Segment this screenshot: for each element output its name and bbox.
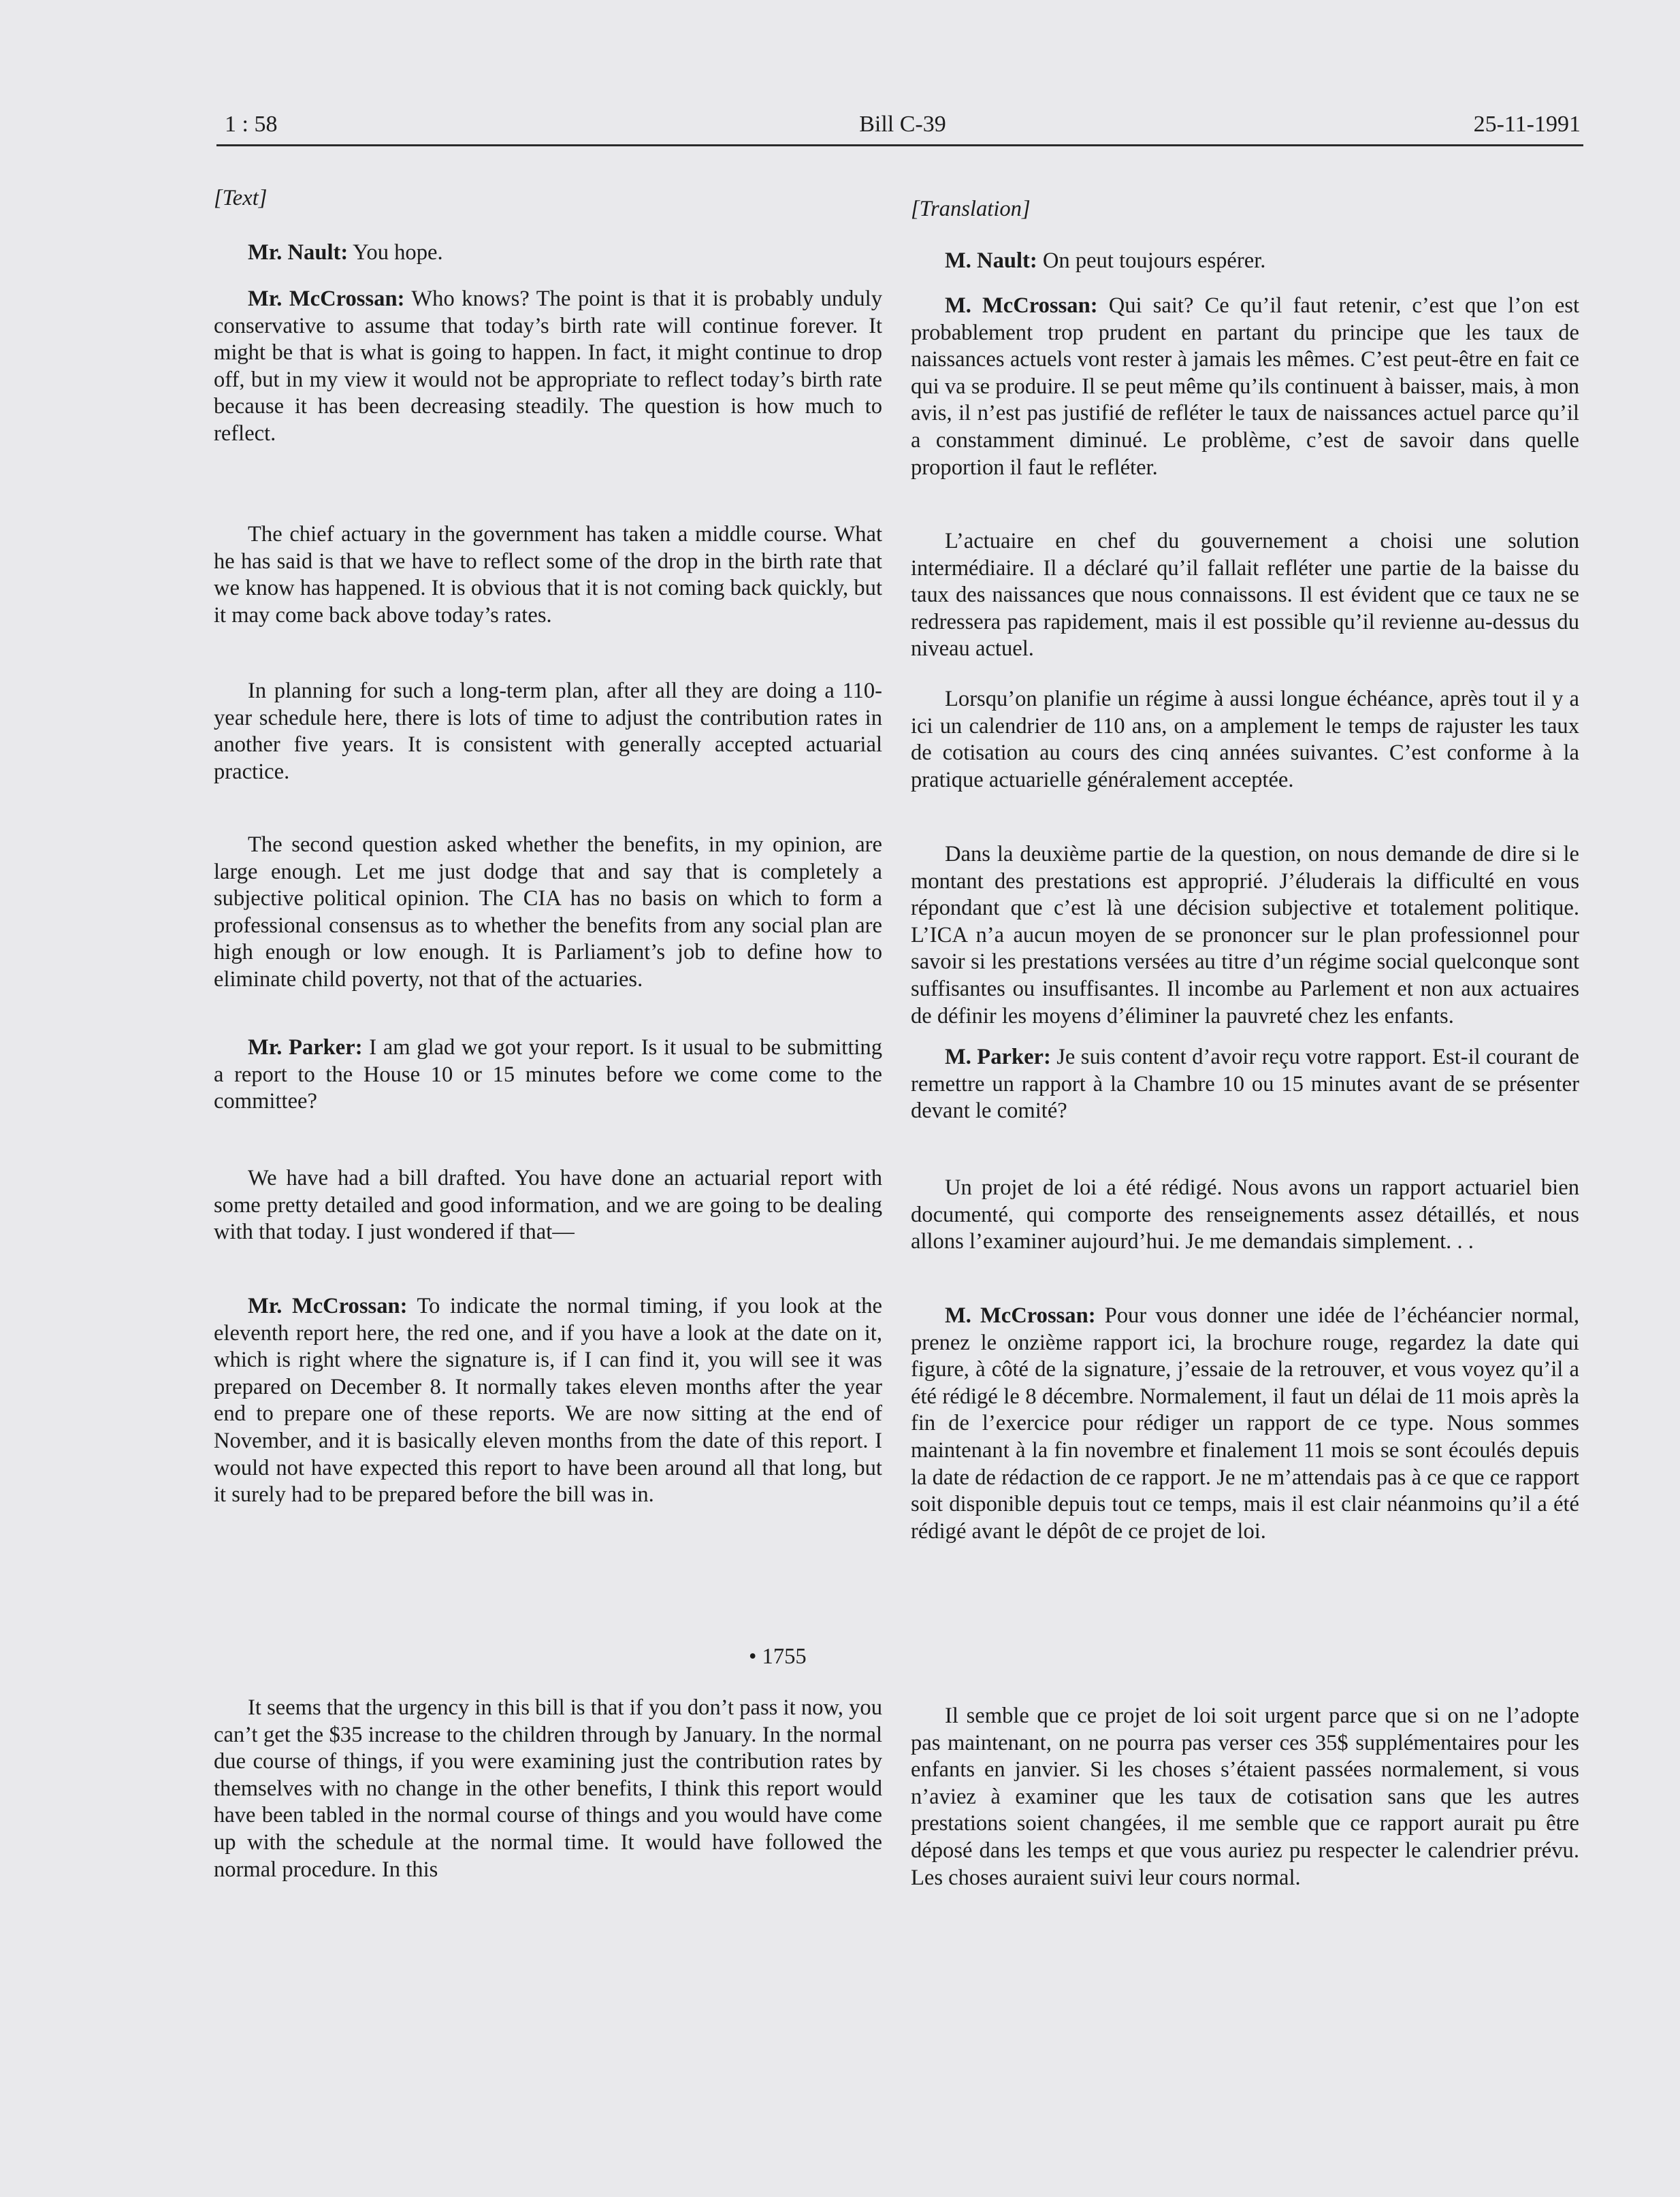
- paragraph: The chief actuary in the government has taken a middle course. What he has said is that we have to reflect some of the drop in the birth rate that we know has happened. It is obvious that it is not coming back quickly, but it may come back above today’s rates.: [214, 522, 882, 628]
- time-marker: • 1755: [749, 1644, 807, 1669]
- header-rule: [216, 144, 1583, 146]
- speaker-name: M. Parker:: [945, 1045, 1051, 1069]
- paragraph: [911, 1303, 1579, 1545]
- speech-text: Who knows? The point is that it is probably unduly conservative to assume that today’s birth rate will continue forever. It might be that is what is going to happen. In fact, it might continue to drop off, but in my view it would not be appropriate to reflect today’s birth rate because it has been decreasing steadily. The question is how much to reflect.: [214, 287, 883, 446]
- paragraph: [911, 248, 1579, 275]
- paragraph: [214, 1293, 882, 1509]
- paragraph: [911, 1044, 1579, 1125]
- speech-text: Qui sait? Ce qu’il faut retenir, c’est que l’on est probablement trop prudent en partant du principe que les taux de naissances actuels vont rester à jamais les mêmes. C’est peut-être en fait ce qui va se produire. Il se peut même qu’ils continuent à baisser, mais, à mon avis, il n’est pas justifié de refléter le taux de naissances actuel parce qu’il a constamment diminué. Le problème, c’est de savoir dans quelle proportion il faut le refléter.: [911, 293, 1580, 480]
- sitting-date: 25-11-1991: [1473, 112, 1581, 137]
- text-tag: [Text]: [214, 186, 268, 210]
- speech-text: You hope.: [348, 240, 443, 265]
- speech-text: To indicate the normal timing, if you look at the eleventh report here, the red one, and if you have a look at the date on it, which is right where the signature is, if I can find it, you will see it was prepared on December 8. It normally takes eleven months after the year end to prepare one of these reports. We are now sitting at the end of November, and it is basically eleven months from the date of this report. I would not have expected this report to have been around all that long, but it surely had to be prepared before the bill was in.: [214, 1294, 882, 1508]
- speech-text: I am glad we got your report. Is it usual to be submitting a report to the House 10 or 15 minutes before we come come to the committee?: [214, 1035, 882, 1114]
- page-header: [225, 112, 1581, 144]
- paragraph: Lorsqu’on planifie un régime à aussi longue échéance, après tout il y a ici un calendrier de 110 ans, on a amplement le temps de rajuster les taux de cotisation au cours des cinq années suivantes. C’est conforme à la pratique actuarielle généralement acceptée.: [911, 687, 1579, 792]
- speech-text: Pour vous donner une idée de l’échéancier normal, prenez le onzième rapport ici, la brochure rouge, regardez la date qui figure, à côté de la signature, j’essaie de la retrouver, et vous voyez qu’il a été rédigé le 8 décembre. Normalement, il faut un délai de 11 mois après la fin de l’exercice pour rédiger un rapport de ce type. Nous sommes maintenant à la fin novembre et finalement 11 mois se sont écoulés depuis la date de rédaction de ce rapport. Je ne m’attendais pas à ce que ce rapport soit disponible depuis tout ce temps, mais il est clair néanmoins qu’il a été rédigé avant le dépôt de ce projet de loi.: [911, 1303, 1579, 1544]
- speaker-name: M. McCrossan:: [945, 1303, 1096, 1328]
- paragraph: [214, 286, 882, 448]
- paragraph: In planning for such a long-term plan, after all they are doing a 110-year schedule here, there is lots of time to adjust the contribution rates in another five years. It is consistent with generally accepted actuarial practice.: [214, 679, 882, 784]
- speaker-name: Mr. McCrossan:: [248, 287, 405, 311]
- paragraph: Dans la deuxième partie de la question, on nous demande de dire si le montant des prestations est approprié. J’éluderais la difficulté en vous répondant que c’est là une décision subjective et totalement politique. L’ICA n’a aucun moyen de se prononcer sur le plan professionnel pour savoir si les prestations versées au titre d’un régime social quelconque sont suffisantes ou insuffisantes. Il incombe au Parlement et non aux actuaires de définir les moyens d’éliminer la pauvreté chez les enfants.: [911, 842, 1579, 1028]
- paragraph: We have had a bill drafted. You have done an actuarial report with some pretty detailed and good information, and we are going to be dealing with that today. I just wondered if that—: [214, 1166, 882, 1245]
- paragraph: Il semble que ce projet de loi soit urgent parce que si on ne l’adopte pas maintenant, on ne pourra pas verser ces 35$ supplémentaires pour les enfants en janvier. Si les choses s’étaient passées normalement, si vous n’aviez à examiner que les taux de cotisation sans que les autres prestations soient changées, il me semble que ce rapport aurait pu être déposé dans les temps et que vous auriez pu respecter le calendrier prévu. Les choses auraient suivi leur cours normal.: [911, 1704, 1579, 1890]
- translation-tag: [Translation]: [911, 197, 1031, 221]
- speaker-name: Mr. Parker:: [248, 1035, 363, 1060]
- speaker-name: Mr. McCrossan:: [248, 1294, 408, 1318]
- paragraph: Un projet de loi a été rédigé. Nous avons un rapport actuariel bien documenté, qui comporte des renseignements assez détaillés, et nous allons l’examiner aujourd’hui. Je me demandais simplement. . .: [911, 1175, 1579, 1254]
- speaker-name: M. Nault:: [945, 248, 1037, 273]
- paragraph: It seems that the urgency in this bill is that if you don’t pass it now, you can’t get the $35 increase to the children through by January. In the normal due course of things, if you were examining just the contribution rates by themselves with no change in the other benefits, I think this report would have been tabled in the normal course of things and you would have come up with the schedule at the normal time. It would have followed the normal procedure. In this: [214, 1695, 882, 1882]
- speaker-name: Mr. Nault:: [248, 240, 349, 265]
- paragraph: L’actuaire en chef du gouvernement a choisi une solution intermédiaire. Il a déclaré qu’il fallait refléter une partie de la baisse du taux des naissances que nous connaissons. Il est évident que ce taux ne se redressera pas rapidement, mais il est possible qu’il revienne au-dessus du niveau actuel.: [911, 529, 1579, 662]
- paragraph: The second question asked whether the benefits, in my opinion, are large enough. Let me just dodge that and say that is completely a subjective political opinion. The CIA has no basis on which to form a professional consensus as to whether the benefits from any social plan are high enough or low enough. It is Parliament’s job to define how to eliminate child poverty, not that of the actuaries.: [214, 832, 882, 992]
- paragraph: [214, 240, 882, 267]
- speech-text: On peut toujours espérer.: [1037, 248, 1266, 273]
- document-title: Bill C-39: [859, 112, 946, 137]
- speaker-name: M. McCrossan:: [945, 293, 1098, 318]
- paragraph: [911, 293, 1579, 481]
- page-number: 1 : 58: [225, 112, 278, 137]
- paragraph: [214, 1035, 882, 1116]
- speech-text: Je suis content d’avoir reçu votre rapport. Est-il courant de remettre un rapport à la Chambre 10 ou 15 minutes avant de se présenter devant le comité?: [911, 1045, 1579, 1124]
